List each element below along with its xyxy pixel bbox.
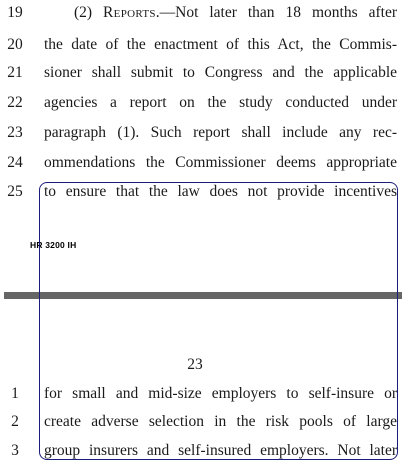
line-text: paragraph (1). Such report shall include any rec- [44,124,397,141]
page-number: 23 [187,356,203,373]
line-number: 20 [7,36,23,53]
line-number: 23 [7,124,23,141]
line-number: 21 [7,64,23,81]
line-text-content: .—Not later than 18 months after [155,4,397,21]
bill-identifier: HR 3200 IH [30,240,77,250]
line-number: 2 [11,413,19,430]
line-text: sioner shall submit to Congress and the applicable [44,64,397,81]
line-number: 1 [11,385,19,402]
line-number: 25 [7,183,23,200]
line-text: for small and mid-size employers to self-insure or [44,385,397,402]
line-text [44,3,397,23]
line-text: the date of the enactment of this Act, the Commis- [44,36,397,53]
line-text: agencies a report on the study conducted under [44,94,397,111]
line-number: 19 [7,4,23,21]
section-heading: Reports [103,4,156,21]
page-divider [4,292,402,299]
line-text: ommendations the Commissioner deems appropriate [44,154,397,171]
line-text: group insurers and self-insured employers. Not later [44,442,397,459]
line-number: 22 [7,94,23,111]
line-text: create adverse selection in the risk pools of large [44,413,397,430]
line-number: 3 [11,442,19,459]
paragraph-marker: (2) [74,4,93,21]
line-number: 24 [7,154,23,171]
line-text: to ensure that the law does not provide incentives [44,183,397,200]
